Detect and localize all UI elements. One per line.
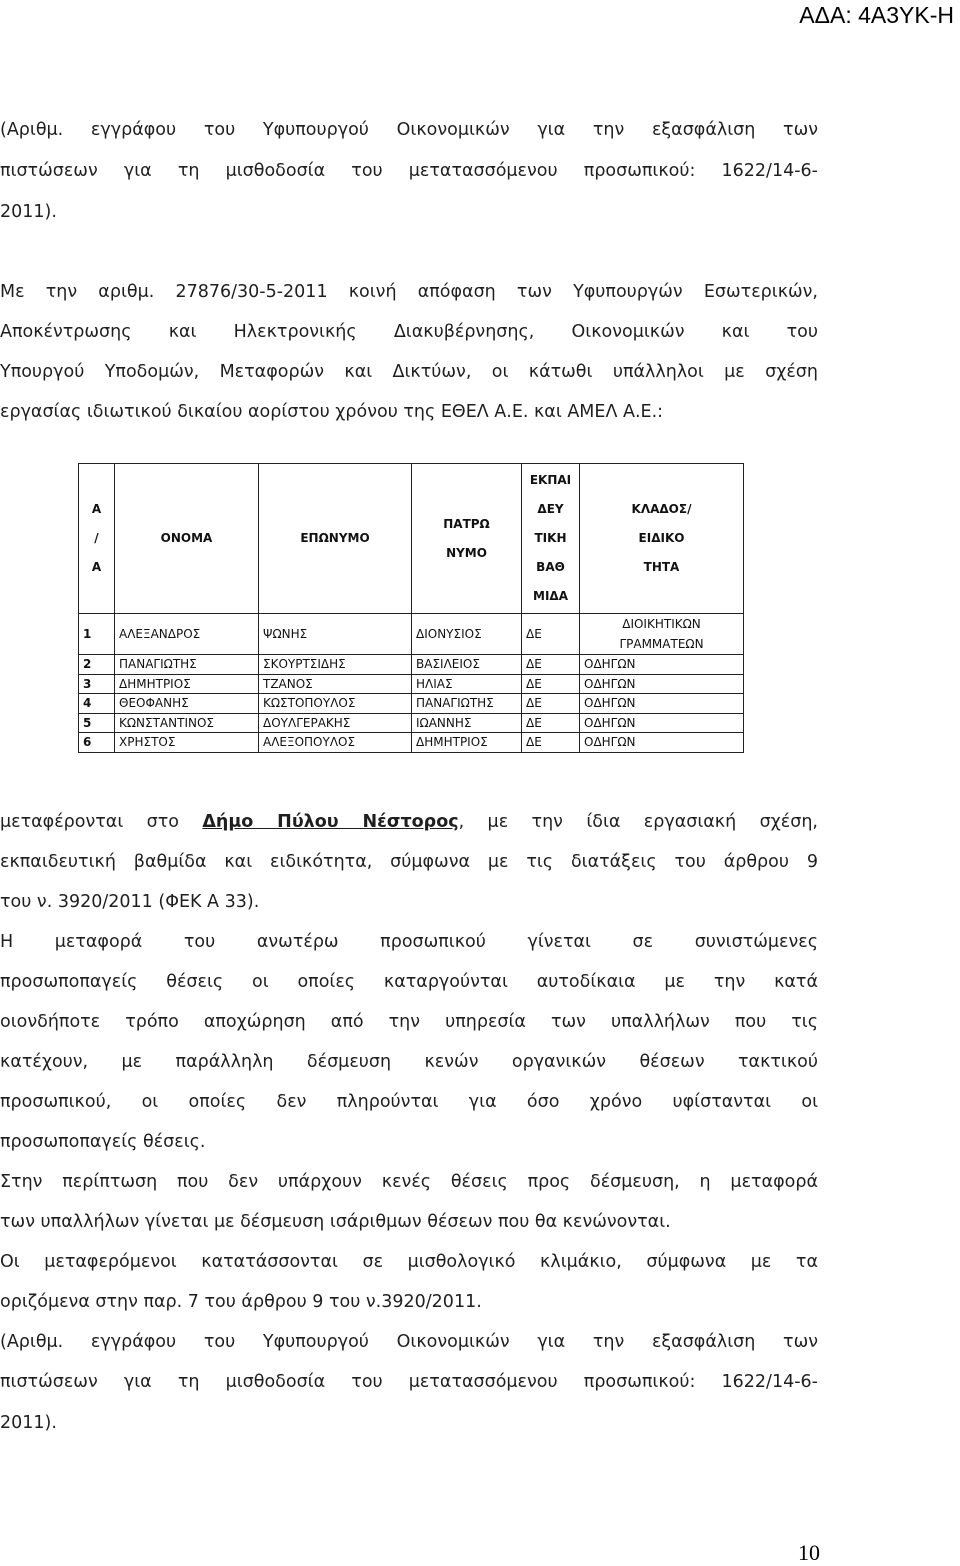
salary-paragraph-line-1: Οι μεταφερόμενοι κατατάσσονται σε μισθολογικό κλιμάκιο, σύμφωνα με τα [0,1252,818,1272]
bottom-paragraph-line-1: (Αριθμ. εγγράφου του Υφυπουργού Οικονομικών για την εξασφάλιση των [0,1332,818,1352]
cell-aa: 6 [79,733,115,753]
cell-patronymo: ΒΑΣΙΛΕΙΟΣ [412,655,522,675]
decision-paragraph-line-4: εργασίας ιδιωτικού δικαίου αορίστου χρόνου της ΕΘΕΛ Α.Ε. και ΑΜΕΛ Α.Ε.: [0,402,664,422]
salary-paragraph-line-2: οριζόμενα στην παρ. 7 του άρθρου 9 του ν.3920/2011. [0,1292,482,1312]
cell-vathmida: ΔΕ [522,694,580,714]
positions-paragraph-line-2: προσωποπαγείς θέσεις οι οποίες καταργούνται αυτοδίκαια με την κατά [0,972,818,992]
cell-aa: 5 [79,713,115,733]
vacancy-paragraph-line-1: Στην περίπτωση που δεν υπάρχουν κενές θέσεις προς δέσμευση, η μεταφορά [0,1172,818,1192]
cell-onoma: ΧΡΗΣΤΟΣ [115,733,259,753]
cell-eponymo: ΤΖΑΝΟΣ [259,674,412,694]
transfer-paragraph-line-1: μεταφέρονται στο Δήμο Πύλου Νέστορος, με την ίδια εργασιακή σχέση, [0,812,818,832]
cell-klados: ΟΔΗΓΩΝ [580,694,744,714]
transfer-paragraph-line-2: εκπαιδευτική βαθμίδα και ειδικότητα, σύμφωνα με τις διατάξεις του άρθρου 9 [0,852,818,872]
positions-paragraph-line-3: οιονδήποτε τρόπο αποχώρηση από την υπηρεσία των υπαλλήλων που τις [0,1012,818,1032]
cell-eponymo: ΚΩΣΤΟΠΟΥΛΟΣ [259,694,412,714]
positions-paragraph-line-6: προσωποπαγείς θέσεις. [0,1132,206,1152]
cell-aa: 3 [79,674,115,694]
header-patronymo: ΠΑΤΡΩ ΝΥΜΟ [412,464,522,614]
positions-paragraph-line-1: Η μεταφορά του ανωτέρω προσωπικού γίνεται σε συνιστώμενες [0,932,818,952]
cell-klados: ΟΔΗΓΩΝ [580,713,744,733]
vacancy-paragraph-line-2: των υπαλλήλων γίνεται με δέσμευση ισάριθμων θέσεων που θα κενώνονται. [0,1212,671,1232]
ada-code: ΑΔΑ: 4Α3ΥΚ-Η [799,2,954,28]
positions-paragraph-line-5: προσωπικού, οι οποίες δεν πληρούνται για όσο χρόνο υφίστανται οι [0,1092,818,1112]
top-paragraph-line-2: πιστώσεων για τη μισθοδοσία του μετατασσόμενου προσωπικού: 1622/14-6- [0,161,818,181]
cell-patronymo: ΙΩΑΝΝΗΣ [412,713,522,733]
cell-eponymo: ΔΟΥΛΓΕΡΑΚΗΣ [259,713,412,733]
top-paragraph-line-3: 2011). [0,202,57,222]
table-row [79,694,744,714]
cell-aa: 4 [79,694,115,714]
cell-onoma: ΠΑΝΑΓΙΩΤΗΣ [115,655,259,675]
header-eponymo: ΕΠΩΝΥΜΟ [259,464,412,614]
header-vathmida: ΕΚΠΑΙ ΔΕΥ ΤΙΚΗ ΒΑΘ ΜΙΔΑ [522,464,580,614]
page-number: 10 [798,1540,820,1565]
cell-onoma: ΘΕΟΦΑΝΗΣ [115,694,259,714]
cell-patronymo: ΔΗΜΗΤΡΙΟΣ [412,733,522,753]
cell-klados: ΟΔΗΓΩΝ [580,733,744,753]
cell-klados: ΟΔΗΓΩΝ [580,674,744,694]
bottom-paragraph-line-2: πιστώσεων για τη μισθοδοσία του μετατασσόμενου προσωπικού: 1622/14-6- [0,1372,818,1392]
cell-vathmida: ΔΕ [522,733,580,753]
decision-paragraph-line-1: Με την αριθμ. 27876/30-5-2011 κοινή απόφαση των Υφυπουργών Εσωτερικών, [0,282,818,302]
cell-vathmida: ΔΕ [522,674,580,694]
top-paragraph-line-1: (Αριθμ. εγγράφου του Υφυπουργού Οικονομικών για την εξασφάλιση των [0,120,818,140]
cell-eponymo: ΣΚΟΥΡΤΣΙΔΗΣ [259,655,412,675]
cell-vathmida: ΔΕ [522,713,580,733]
cell-aa: 1 [79,614,115,655]
decision-paragraph-line-3: Υπουργού Υποδομών, Μεταφορών και Δικτύων, οι κάτωθι υπάλληλοι με σχέση [0,362,818,382]
cell-klados: ΟΔΗΓΩΝ [580,655,744,675]
header-aa: Α / Α [79,464,115,614]
cell-onoma: ΔΗΜΗΤΡΙΟΣ [115,674,259,694]
cell-onoma: ΑΛΕΞΑΝΔΡΟΣ [115,614,259,655]
positions-paragraph-line-4: κατέχουν, με παράλληλη δέσμευση κενών οργανικών θέσεων τακτικού [0,1052,818,1072]
cell-vathmida: ΔΕ [522,655,580,675]
transfer-paragraph-line-3: του ν. 3920/2011 (ΦΕΚ Α 33). [0,892,260,912]
cell-eponymo: ΑΛΕΞΟΠΟΥΛΟΣ [259,733,412,753]
cell-patronymo: ΔΙΟΝΥΣΙΟΣ [412,614,522,655]
table-row [79,733,744,753]
table-row [79,614,744,655]
table-row [79,713,744,733]
decision-paragraph-line-2: Αποκέντρωσης και Ηλεκτρονικής Διακυβέρνησης, Οικονομικών και του [0,322,818,342]
cell-patronymo: ΠΑΝΑΓΙΩΤΗΣ [412,694,522,714]
staff-table [78,463,744,753]
cell-eponymo: ΨΩΝΗΣ [259,614,412,655]
table-row [79,655,744,675]
cell-klados: ΔΙΟΙΚΗΤΙΚΩΝ ΓΡΑΜΜΑΤΕΩΝ [580,614,744,655]
header-onoma: ΟΝΟΜΑ [115,464,259,614]
cell-aa: 2 [79,655,115,675]
cell-vathmida: ΔΕ [522,614,580,655]
municipality-name: Δήμο Πύλου Νέστορος [202,812,459,832]
header-klados: ΚΛΑΔΟΣ/ ΕΙΔΙΚΟ ΤΗΤΑ [580,464,744,614]
bottom-paragraph-line-3: 2011). [0,1413,57,1433]
cell-patronymo: ΗΛΙΑΣ [412,674,522,694]
table-header-row [79,464,744,614]
cell-onoma: ΚΩΝΣΤΑΝΤΙΝΟΣ [115,713,259,733]
table-row [79,674,744,694]
